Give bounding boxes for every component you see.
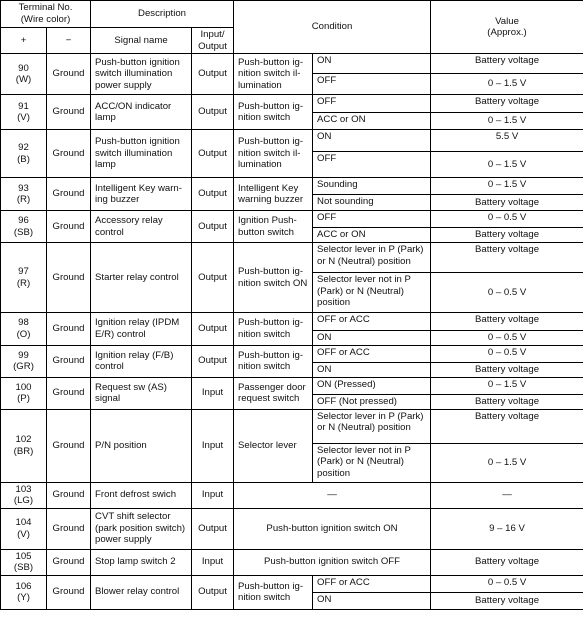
sub-condition-cell: ON: [313, 331, 431, 346]
table-row: [1, 313, 583, 331]
value-cell: 0 – 0.5 V: [431, 345, 583, 362]
io-cell: Input: [192, 482, 234, 508]
condition-cell: Push-button ignition switch: [234, 313, 313, 346]
terminal-cell: [1, 313, 47, 346]
wire-color: (Y): [17, 592, 30, 603]
terminal-cell: [1, 409, 47, 482]
io-cell: Output: [192, 508, 234, 549]
sub-condition-cell: Selector lever in P (Park) or N (Neutral) position: [313, 409, 431, 443]
terminal-no-label: Terminal No.: [18, 2, 73, 13]
value-cell: 9 – 16 V: [431, 508, 583, 549]
wire-color: (V): [17, 112, 30, 123]
wire-color: (O): [16, 328, 31, 340]
value-cell: 0 – 0.5 V: [431, 273, 583, 313]
value-cell: Battery voltage: [431, 228, 583, 243]
terminal-number: 103: [15, 483, 32, 495]
io-cell: Output: [192, 95, 234, 130]
value-label: Value: [495, 15, 519, 27]
signal-name-cell: Intelligent Key warning buzzer: [91, 178, 192, 211]
condition-cell: Push-button ignition switch: [234, 95, 313, 130]
wire-color: (R): [16, 277, 31, 289]
terminal-number: 104: [15, 517, 32, 528]
terminal-no-header: [1, 1, 91, 28]
sub-condition-cell: OFF: [313, 74, 431, 95]
value-cell: 0 – 0.5 V: [431, 211, 583, 228]
terminal-number: 93: [18, 182, 29, 194]
sub-condition-cell: ON: [313, 592, 431, 609]
io-cell: Output: [192, 178, 234, 211]
sub-condition-cell: ACC or ON: [313, 228, 431, 243]
table-row: [1, 575, 583, 592]
wire-color: (B): [17, 153, 30, 165]
terminal-cell: [1, 130, 47, 178]
io-cell: Output: [192, 130, 234, 178]
value-cell: Battery voltage: [431, 95, 583, 113]
sub-condition-cell: OFF or ACC: [313, 345, 431, 362]
condition-header: Condition: [234, 1, 431, 54]
value-cell: 0 – 0.5 V: [431, 331, 583, 346]
signal-name-cell: Push-button ignition switch illumination power supply: [91, 54, 192, 95]
io-header: [192, 28, 234, 54]
signal-name-cell: Accessory relay control: [91, 211, 192, 243]
description-header: Description: [91, 1, 234, 28]
io-cell: Input: [192, 549, 234, 575]
io-cell: Output: [192, 54, 234, 95]
value-cell: Battery voltage: [431, 592, 583, 609]
sub-condition-cell: OFF or ACC: [313, 575, 431, 592]
terminal-number: 106: [15, 580, 32, 592]
terminal-number: 90: [18, 62, 29, 74]
value-header: [431, 1, 583, 54]
ground-cell: Ground: [47, 508, 91, 549]
terminal-number: 102: [15, 434, 32, 445]
condition-cell: Push-button ignition switch ON: [234, 243, 313, 313]
terminal-cell: [1, 345, 47, 377]
condition-cell: Ignition Push-button switch: [234, 211, 313, 243]
minus-header: −: [47, 28, 91, 54]
value-cell: 0 – 1.5 V: [431, 178, 583, 195]
terminal-cell: [1, 54, 47, 95]
sub-condition-cell: OFF: [313, 95, 431, 113]
wire-color: (BR): [13, 445, 34, 457]
value-cell: Battery voltage: [431, 313, 583, 331]
value-cell: 0 – 1.5 V: [431, 152, 583, 178]
signal-name-cell: P/N position: [91, 409, 192, 482]
ground-cell: Ground: [47, 345, 91, 377]
terminal-cell: [1, 575, 47, 609]
sub-condition-cell: OFF: [313, 152, 431, 178]
table-row: [1, 549, 583, 575]
value-cell: Battery voltage: [431, 195, 583, 211]
io-cell: Input: [192, 409, 234, 482]
wire-color: (W): [15, 74, 32, 85]
terminal-number: 97: [18, 266, 29, 277]
table-row: [1, 377, 583, 394]
terminal-cell: [1, 508, 47, 549]
ground-cell: Ground: [47, 243, 91, 313]
sub-condition-cell: Selector lever not in P (Park) or N (Neutral) position: [313, 273, 431, 313]
signal-name-cell: Request sw (AS) signal: [91, 377, 192, 409]
sub-condition-cell: Selector lever not in P (Park) or N (Neutral) position: [313, 443, 431, 482]
io-cell: Output: [192, 211, 234, 243]
terminal-number: 99: [18, 349, 29, 361]
plus-header: +: [1, 28, 47, 54]
sub-condition-cell: ON (Pressed): [313, 377, 431, 394]
terminal-number: 105: [15, 550, 32, 562]
signal-name-cell: Front defrost swich: [91, 482, 192, 508]
wire-color: (GR): [13, 361, 34, 372]
io-cell: Input: [192, 377, 234, 409]
signal-name-cell: Ignition relay (F/B) control: [91, 345, 192, 377]
signal-name-cell: Push-button ignition switch illumination lamp: [91, 130, 192, 178]
sub-condition-cell: Sounding: [313, 178, 431, 195]
io-cell: Output: [192, 313, 234, 346]
table-row: [1, 243, 583, 273]
value-cell: Battery voltage: [431, 243, 583, 273]
wire-color: (P): [17, 393, 30, 404]
signal-name-cell: CVT shift selector (park position switch) power supply: [91, 508, 192, 549]
io-cell: Output: [192, 345, 234, 377]
wire-color-label: (Wire color): [20, 14, 71, 25]
value-cell: 0 – 1.5 V: [431, 113, 583, 130]
value-cell: 5.5 V: [431, 130, 583, 152]
ground-cell: Ground: [47, 178, 91, 211]
terminal-cell: [1, 178, 47, 211]
table-row: [1, 211, 583, 228]
wire-color: (V): [17, 528, 30, 540]
terminal-cell: [1, 211, 47, 243]
ground-cell: Ground: [47, 575, 91, 609]
sub-condition-cell: ON: [313, 54, 431, 74]
ground-cell: Ground: [47, 409, 91, 482]
wire-color: (LG): [13, 495, 34, 506]
signal-name-cell: ACC/ON indicator lamp: [91, 95, 192, 130]
value-cell: Battery voltage: [431, 362, 583, 377]
table-row: [1, 54, 583, 74]
wire-color: (R): [16, 194, 31, 205]
signal-name-cell: Starter relay control: [91, 243, 192, 313]
ground-cell: Ground: [47, 482, 91, 508]
terminal-number: 100: [15, 381, 32, 393]
table-row: [1, 409, 583, 443]
io-header-line1: Input/: [200, 29, 225, 40]
sub-condition-cell: Selector lever in P (Park) or N (Neutral) position: [313, 243, 431, 273]
terminal-number: 92: [18, 142, 29, 153]
condition-cell: Intelligent Key warning buzzer: [234, 178, 313, 211]
value-cell: Battery voltage: [431, 549, 583, 575]
approx-label: (Approx.): [487, 27, 527, 38]
condition-cell: Push-button ignition switch ON: [234, 508, 431, 549]
signal-name-cell: Ignition relay (IPDM E/R) control: [91, 313, 192, 346]
ground-cell: Ground: [47, 95, 91, 130]
io-header-line2: Output: [198, 40, 227, 52]
table-row: [1, 345, 583, 362]
table-row: [1, 482, 583, 508]
ground-cell: Ground: [47, 211, 91, 243]
table-row: [1, 178, 583, 195]
ground-cell: Ground: [47, 130, 91, 178]
wire-color: (SB): [13, 562, 34, 573]
value-cell: Battery voltage: [431, 394, 583, 409]
terminal-cell: [1, 95, 47, 130]
condition-cell: Push-button ignition switch illumination: [234, 54, 313, 95]
ground-cell: Ground: [47, 549, 91, 575]
terminal-cell: [1, 377, 47, 409]
table-row: [1, 95, 583, 113]
io-cell: Output: [192, 243, 234, 313]
value-cell: 0 – 1.5 V: [431, 74, 583, 95]
sub-condition-cell: OFF (Not pressed): [313, 394, 431, 409]
terminal-cell: [1, 549, 47, 575]
condition-cell: Push-button ignition switch: [234, 575, 313, 609]
condition-cell: —: [234, 482, 431, 508]
ground-cell: Ground: [47, 377, 91, 409]
table-row: [1, 130, 583, 152]
condition-cell: Passenger door request switch: [234, 377, 313, 409]
io-cell: Output: [192, 575, 234, 609]
wire-color: (SB): [13, 226, 34, 238]
terminal-cell: [1, 482, 47, 508]
value-cell: Battery voltage: [431, 54, 583, 74]
ground-cell: Ground: [47, 54, 91, 95]
sub-condition-cell: Not sounding: [313, 195, 431, 211]
value-cell: 0 – 1.5 V: [431, 377, 583, 394]
condition-cell: Push-button ignition switch OFF: [234, 549, 431, 575]
sub-condition-cell: ON: [313, 130, 431, 152]
terminal-number: 91: [18, 100, 29, 112]
ground-cell: Ground: [47, 313, 91, 346]
condition-cell: Selector lever: [234, 409, 313, 482]
terminal-cell: [1, 243, 47, 313]
terminal-number: 98: [18, 317, 29, 329]
sub-condition-cell: ON: [313, 362, 431, 377]
value-cell: 0 – 0.5 V: [431, 575, 583, 592]
condition-cell: Push-button ignition switch: [234, 345, 313, 377]
value-cell: Battery voltage: [431, 409, 583, 443]
sub-condition-cell: ACC or ON: [313, 113, 431, 130]
signal-name-cell: Blower relay control: [91, 575, 192, 609]
value-cell: —: [431, 482, 583, 508]
signal-name-cell: Stop lamp switch 2: [91, 549, 192, 575]
value-cell: 0 – 1.5 V: [431, 443, 583, 482]
sub-condition-cell: OFF: [313, 211, 431, 228]
table-row: [1, 508, 583, 549]
terminal-number: 96: [18, 215, 29, 226]
sub-condition-cell: OFF or ACC: [313, 313, 431, 331]
condition-cell: Push-button ignition switch illumination: [234, 130, 313, 178]
signal-name-header: Signal name: [91, 28, 192, 54]
